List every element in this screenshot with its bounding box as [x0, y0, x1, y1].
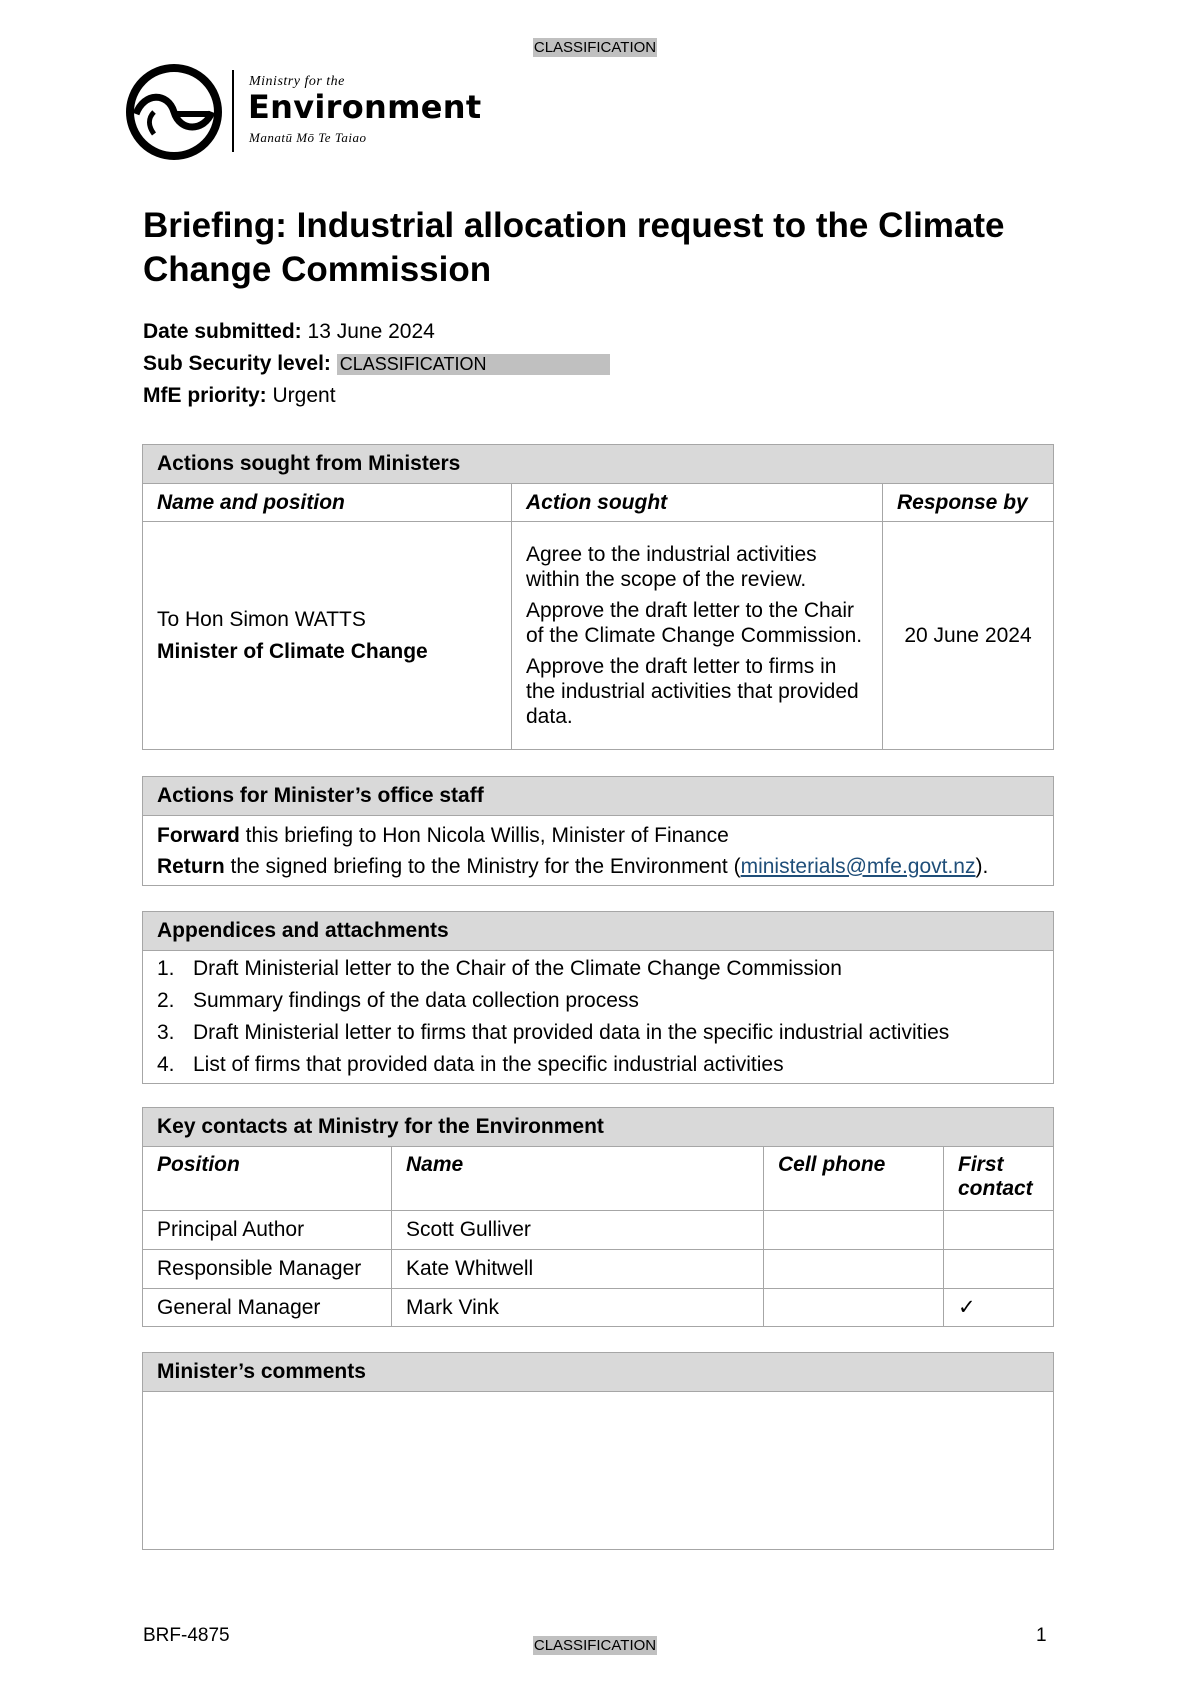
minister-name: To Hon Simon WATTS	[157, 607, 366, 631]
contacts-heading: Key contacts at Ministry for the Environment	[143, 1108, 1054, 1147]
date-label: Date submitted:	[143, 320, 302, 343]
list-item: 2. Summary findings of the data collection process	[157, 989, 639, 1012]
col-action-sought: Action sought	[512, 484, 883, 522]
col-position: Position	[143, 1147, 392, 1211]
return-instruction: Return the signed briefing to the Ministry for the Environment (ministerials@mfe.govt.nz).	[157, 854, 989, 878]
appendix-list	[157, 953, 1039, 1081]
classification-top: CLASSIFICATION	[533, 39, 657, 56]
appendices-heading: Appendices and attachments	[143, 912, 1054, 951]
table-row: Responsible Manager Kate Whitwell	[143, 1250, 1054, 1289]
mfe-priority	[143, 384, 336, 408]
date-value: 13 June 2024	[307, 320, 435, 343]
date-submitted	[143, 320, 435, 344]
first-contact-check-icon: ✓	[944, 1289, 1054, 1327]
logo-divider	[232, 70, 234, 152]
col-cell-phone: Cell phone	[764, 1147, 944, 1211]
action-list	[512, 522, 883, 750]
priority-label: MfE priority:	[143, 384, 267, 407]
office-staff-heading: Actions for Minister’s office staff	[143, 777, 1054, 816]
table-row: General Manager Mark Vink ✓	[143, 1289, 1054, 1327]
ministry-logo	[124, 62, 484, 162]
actions-sought-heading: Actions sought from Ministers	[143, 445, 1054, 484]
col-first-contact: First contact	[944, 1147, 1054, 1211]
appendices-body	[143, 951, 1054, 1084]
logo-line1: Ministry for the	[249, 74, 345, 89]
ministry-emblem-icon	[124, 62, 224, 162]
list-item: 1. Draft Ministerial letter to the Chair of the Climate Change Commission	[157, 957, 842, 980]
action-item: Approve the draft letter to firms in the industrial activities that provided data.	[526, 655, 859, 728]
page-title: Briefing: Industrial allocation request to the Climate Change Commission	[143, 206, 1005, 289]
security-value: CLASSIFICATION	[337, 354, 610, 375]
actions-sought-table	[142, 444, 1054, 750]
briefing-reference: BRF-4875	[143, 1625, 230, 1646]
contacts-table	[142, 1107, 1054, 1327]
security-label: Sub Security level:	[143, 352, 331, 375]
comments-box[interactable]	[143, 1392, 1054, 1550]
classification-bottom: CLASSIFICATION	[533, 1637, 657, 1654]
logo-line2: Environment	[248, 88, 482, 126]
col-response-by: Response by	[883, 484, 1054, 522]
col-name: Name	[392, 1147, 764, 1211]
list-item: 3. Draft Ministerial letter to firms that provided data in the specific industrial activities	[157, 1021, 950, 1044]
col-name-position: Name and position	[143, 484, 512, 522]
comments-heading: Minister’s comments	[143, 1353, 1054, 1392]
comments-table	[142, 1352, 1054, 1550]
email-link[interactable]: ministerials@mfe.govt.nz	[740, 854, 976, 878]
minister-position: Minister of Climate Change	[157, 639, 428, 663]
action-item: Agree to the industrial activities within the scope of the review.	[526, 543, 817, 591]
table-row: Principal Author Scott Gulliver	[143, 1211, 1054, 1250]
office-staff-table	[142, 776, 1054, 886]
appendices-table	[142, 911, 1054, 1084]
action-item: Approve the draft letter to the Chair of the Climate Change Commission.	[526, 599, 863, 647]
security-level	[143, 352, 610, 376]
office-staff-body	[143, 816, 1054, 886]
forward-instruction: Forward this briefing to Hon Nicola Willis, Minister of Finance	[157, 823, 729, 847]
list-item: 4. List of firms that provided data in the specific industrial activities	[157, 1053, 784, 1076]
page-number: 1	[1036, 1625, 1047, 1646]
response-by-date: 20 June 2024	[883, 522, 1054, 750]
minister-cell	[143, 522, 512, 750]
priority-value: Urgent	[272, 384, 336, 407]
logo-line3: Manatū Mō Te Taiao	[249, 130, 367, 145]
